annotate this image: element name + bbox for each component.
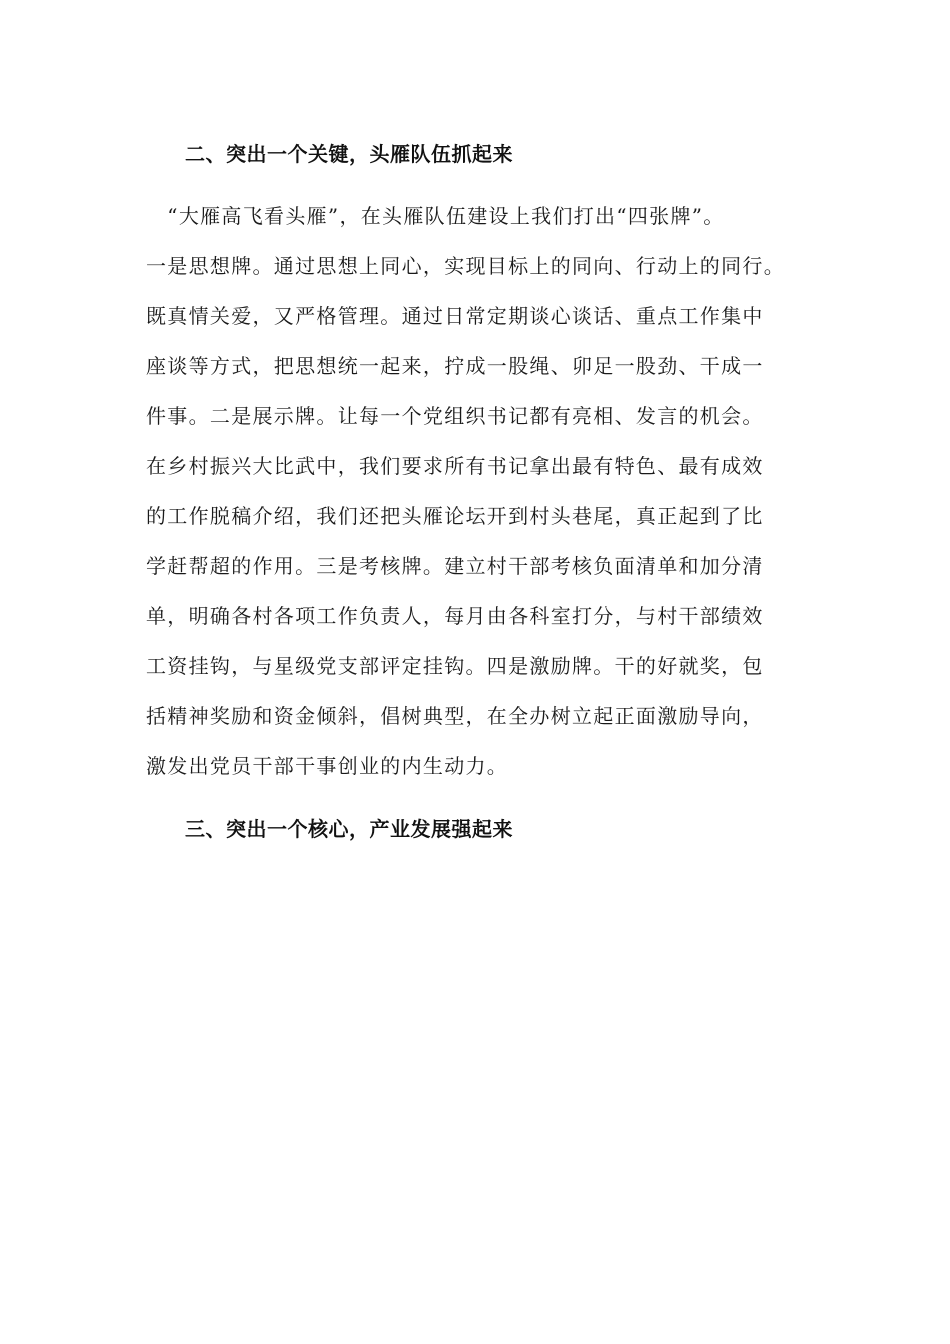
paragraph-line: 单，明确各村各项工作负责人，每月由各科室打分，与村干部绩效	[146, 604, 764, 628]
paragraph-line: 的工作脱稿介绍，我们还把头雁论坛开到村头巷尾，真正起到了比	[146, 504, 764, 528]
section-heading-two: 二、突出一个关键，头雁队伍抓起来	[185, 142, 513, 166]
paragraph-line: 座谈等方式，把思想统一起来，拧成一股绳、卯足一股劲、干成一	[146, 354, 764, 378]
paragraph-line: 在乡村振兴大比武中，我们要求所有书记拿出最有特色、最有成效	[146, 454, 764, 478]
paragraph-line: 激发出党员干部干事创业的内生动力。	[146, 754, 509, 778]
paragraph-line: “大雁高飞看头雁”，在头雁队伍建设上我们打出“四张牌”。	[146, 204, 725, 228]
paragraph-line: 一是思想牌。通过思想上同心，实现目标上的同向、行动上的同行。	[146, 254, 785, 278]
paragraph-line: 既真情关爱，又严格管理。通过日常定期谈心谈话、重点工作集中	[146, 304, 764, 328]
paragraph-line: 学赶帮超的作用。三是考核牌。建立村干部考核负面清单和加分清	[146, 554, 764, 578]
paragraph-line: 括精神奖励和资金倾斜，倡树典型，在全办树立起正面激励导向，	[146, 704, 764, 728]
section-heading-three: 三、突出一个核心，产业发展强起来	[185, 817, 513, 841]
paragraph-line: 件事。二是展示牌。让每一个党组织书记都有亮相、发言的机会。	[146, 404, 764, 428]
paragraph-line: 工资挂钩，与星级党支部评定挂钩。四是激励牌。干的好就奖，包	[146, 654, 764, 678]
